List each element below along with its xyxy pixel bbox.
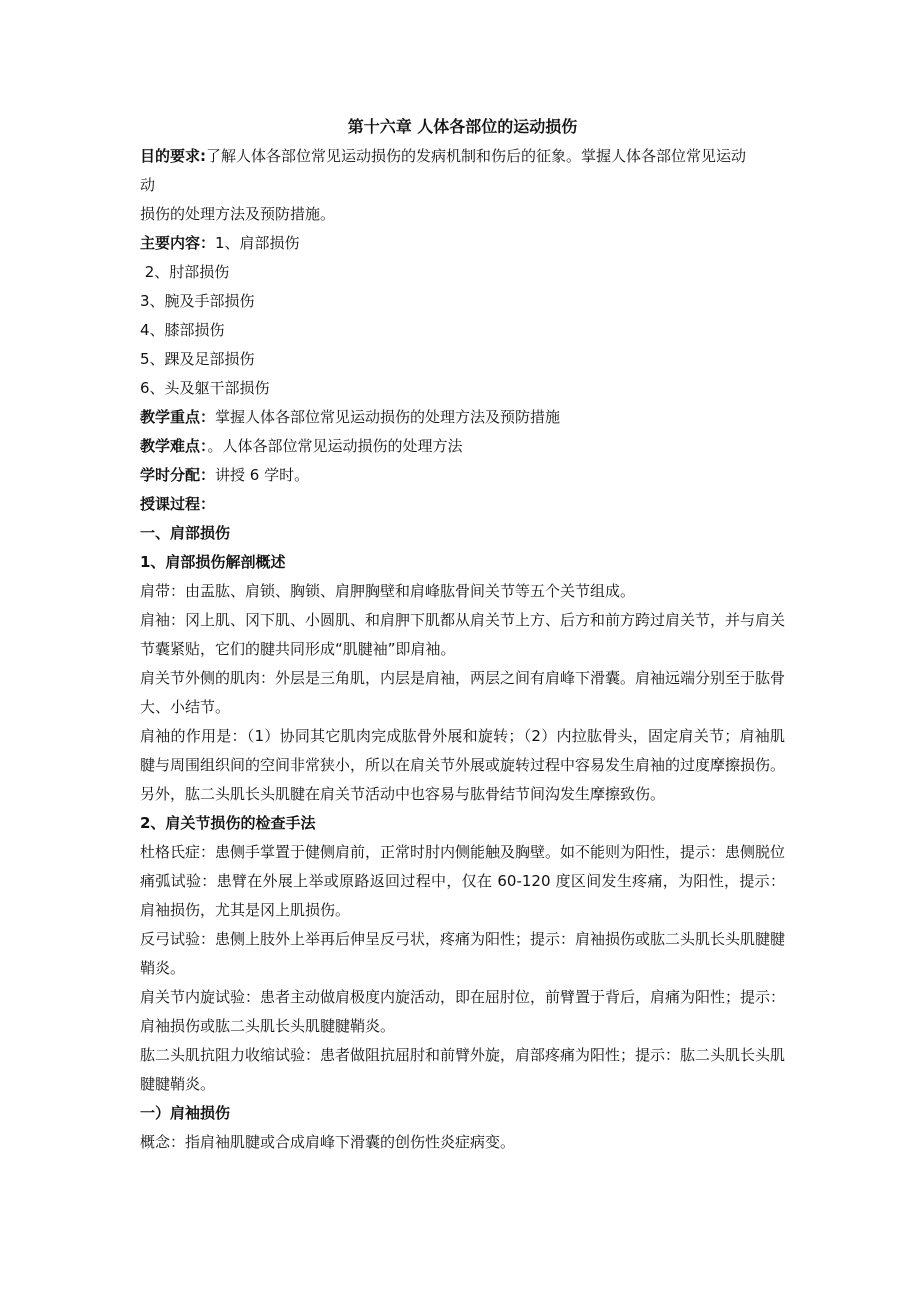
main-content-item: 2、肘部损伤 [140, 263, 230, 281]
main-content-item: 1、肩部损伤 [215, 234, 300, 252]
difficulties-label: 教学难点： [140, 437, 208, 455]
main-content-line [140, 229, 785, 258]
hours-label: 学时分配： [140, 466, 216, 484]
key-points-text: 掌握人体各部位常见运动损伤的处理方法及预防措施 [215, 408, 561, 426]
difficulties-line [140, 432, 785, 461]
paragraph-function: 肩袖的作用是：（1）协同其它肌肉完成肱骨外展和旋转；（2）内拉肱骨头，固定肩关节；肩袖肌腱与周围组织间的空间非常狭小，所以在肩关节外展或旋转过程中容易发生肩袖的过度摩擦损伤。另外，肱二头肌长头肌腱在肩关节活动中也容易与肱骨结节间沟发生摩擦致伤。 [140, 727, 786, 803]
subsection-heading: 1、肩部损伤解剖概述 [140, 553, 286, 571]
key-points-line [140, 403, 785, 432]
key-points-label: 教学重点： [140, 408, 216, 426]
paragraph-rotator-cuff: 肩袖：冈上肌、冈下肌、小圆肌、和肩胛下肌都从肩关节上方、后方和前方跨过肩关节，并与肩关节囊紧贴，它们的腱共同形成“肌腱袖”即肩袖。 [140, 611, 786, 658]
paragraph-internal-rotation: 肩关节内旋试验：患者主动做肩极度内旋活动，即在屈肘位，前臂置于背后，肩痛为阳性；提示：肩袖损伤或肱二头肌长头肌腱腱鞘炎。 [140, 988, 786, 1035]
subsection-heading: 2、肩关节损伤的检查手法 [140, 814, 316, 832]
paragraph-biceps: 肱二头肌抗阻力收缩试验：患者做阻抗屈肘和前臂外旋，肩部疼痛为阳性；提示：肱二头肌长头肌腱腱鞘炎。 [140, 1046, 786, 1093]
paragraph-dugas: 杜格氏症：患侧手掌置于健侧肩前，正常时肘内侧能触及胸壁。如不能则为阳性，提示：患侧脱位 [140, 843, 786, 861]
paragraph-concept: 概念：指肩袖肌腱或合成肩峰下滑囊的创伤性炎症病变。 [140, 1133, 516, 1151]
main-content-item: 6、头及躯干部损伤 [140, 379, 270, 397]
objective-cont-1: 动 [140, 176, 156, 194]
objective-cont-2: 损伤的处理方法及预防措施。 [140, 205, 336, 223]
hours-text: 讲授 6 学时。 [215, 466, 310, 484]
main-content-item: 5、踝及足部损伤 [140, 350, 255, 368]
objective-label: 目的要求: [140, 147, 206, 165]
process-label: 授课过程： [140, 495, 216, 513]
paragraph-bow-test: 反弓试验：患侧上肢外上举再后伸呈反弓状，疼痛为阳性；提示：肩袖损伤或肱二头肌长头肌腱腱鞘炎。 [140, 930, 786, 977]
paragraph-shoulder-girdle: 肩带：由盂肱、肩锁、胸锁、肩胛胸壁和肩峰肱骨间关节等五个关节组成。 [140, 582, 636, 600]
paragraph-lateral-muscles: 肩关节外侧的肌肉：外层是三角肌，内层是肩袖，两层之间有肩峰下滑囊。肩袖远端分别至于肱骨大、小结节。 [140, 669, 786, 716]
main-content-label: 主要内容： [140, 234, 216, 252]
section-heading: 一）肩袖损伤 [140, 1104, 231, 1122]
document-page [140, 112, 785, 1157]
main-content-item: 3、腕及手部损伤 [140, 292, 255, 310]
paragraph-painful-arc: 痛弧试验：患臂在外展上举或原路返回过程中，仅在 60-120 度区间发生疼痛，为阳性，提示：肩袖损伤，尤其是冈上肌损伤。 [140, 872, 785, 919]
chapter-title: 第十六章 人体各部位的运动损伤 [347, 117, 578, 136]
objective-text: 了解人体各部位常见运动损伤的发病机制和伤后的征象。掌握人体各部位常见运动 [206, 147, 747, 165]
section-heading: 一、肩部损伤 [140, 524, 231, 542]
hours-line [140, 461, 785, 490]
difficulties-text: 。人体各部位常见运动损伤的处理方法 [207, 437, 463, 455]
main-content-item: 4、膝部损伤 [140, 321, 225, 339]
objective-line [140, 142, 785, 171]
